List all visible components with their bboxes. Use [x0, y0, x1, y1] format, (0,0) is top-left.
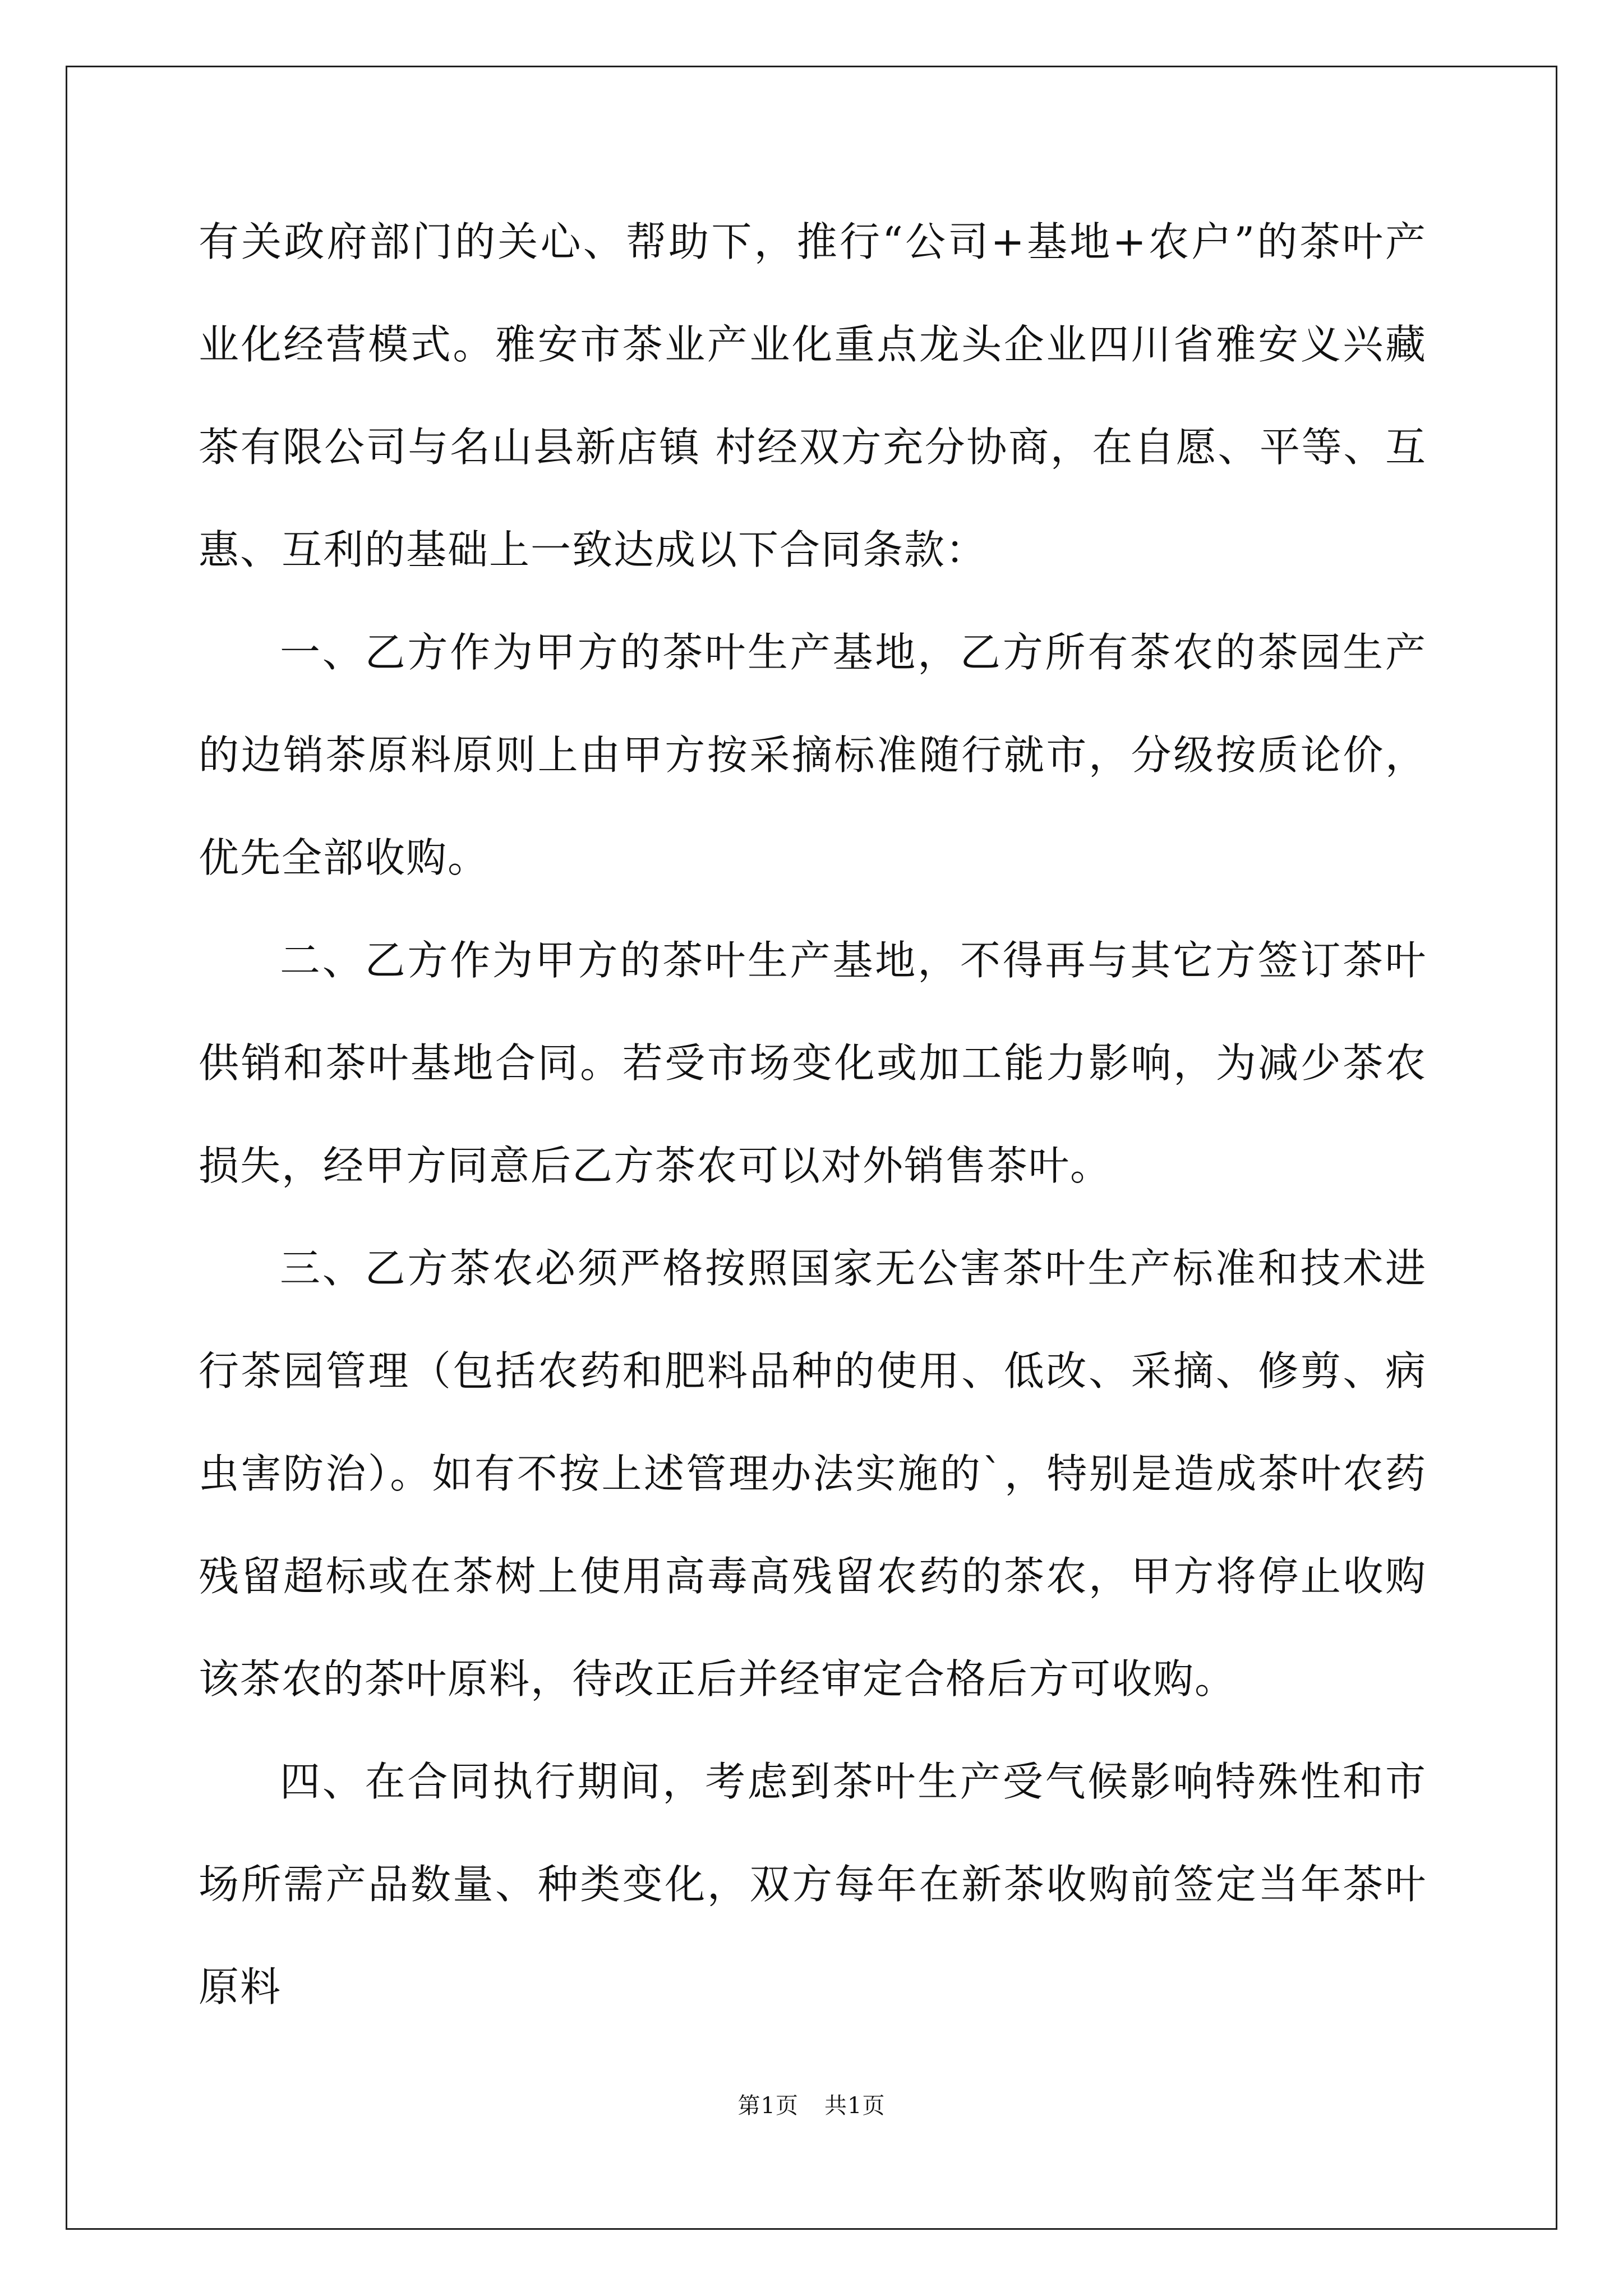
page-number-total: 共1页: [824, 2093, 886, 2119]
page-number-current: 第1页: [737, 2093, 799, 2119]
paragraph-clause-2: 二、乙方作为甲方的茶叶生产基地，不得再与其它方签订茶叶供销和茶叶基地合同。若受市场变化或加工能力影响，为减少茶农损失，经甲方同意后乙方茶农可以对外销售茶叶。: [199, 937, 1427, 1189]
paragraph-clause-4: 四、在合同执行期间，考虑到茶叶生产受气候影响特殊性和市场所需产品数量、种类变化，双方每年在新茶收购前签定当年茶叶原料: [199, 1758, 1427, 2010]
paragraph-clause-1: 一、乙方作为甲方的茶叶生产基地，乙方所有茶农的茶园生产的边销茶原料原则上由甲方按采摘标准随行就市，分级按质论价，优先全部收购。: [199, 629, 1427, 881]
paragraph-clause-3: 三、乙方茶农必须严格按照国家无公害茶叶生产标准和技术进行茶园管理（包括农药和肥料品种的使用、低改、采摘、修剪、病虫害防治）。如有不按上述管理办法实施的`，特别是造成茶叶农药残留超标或在茶树上使用高毒高残留农药的茶农，甲方将停止收购该茶农的茶叶原料，待改正后并经审定合格后方可收购。: [199, 1245, 1427, 1703]
document-body: [199, 191, 1427, 2039]
paragraph-intro: 有关政府部门的关心、帮助下，推行“公司+基地+农户”的茶叶产业化经营模式。雅安市茶业产业化重点龙头企业四川省雅安义兴藏茶有限公司与名山县新店镇 村经双方充分协商，在自愿、平等、互惠、互利的基础上一致达成以下合同条款：: [199, 218, 1427, 573]
page-footer: [0, 2088, 1623, 2120]
